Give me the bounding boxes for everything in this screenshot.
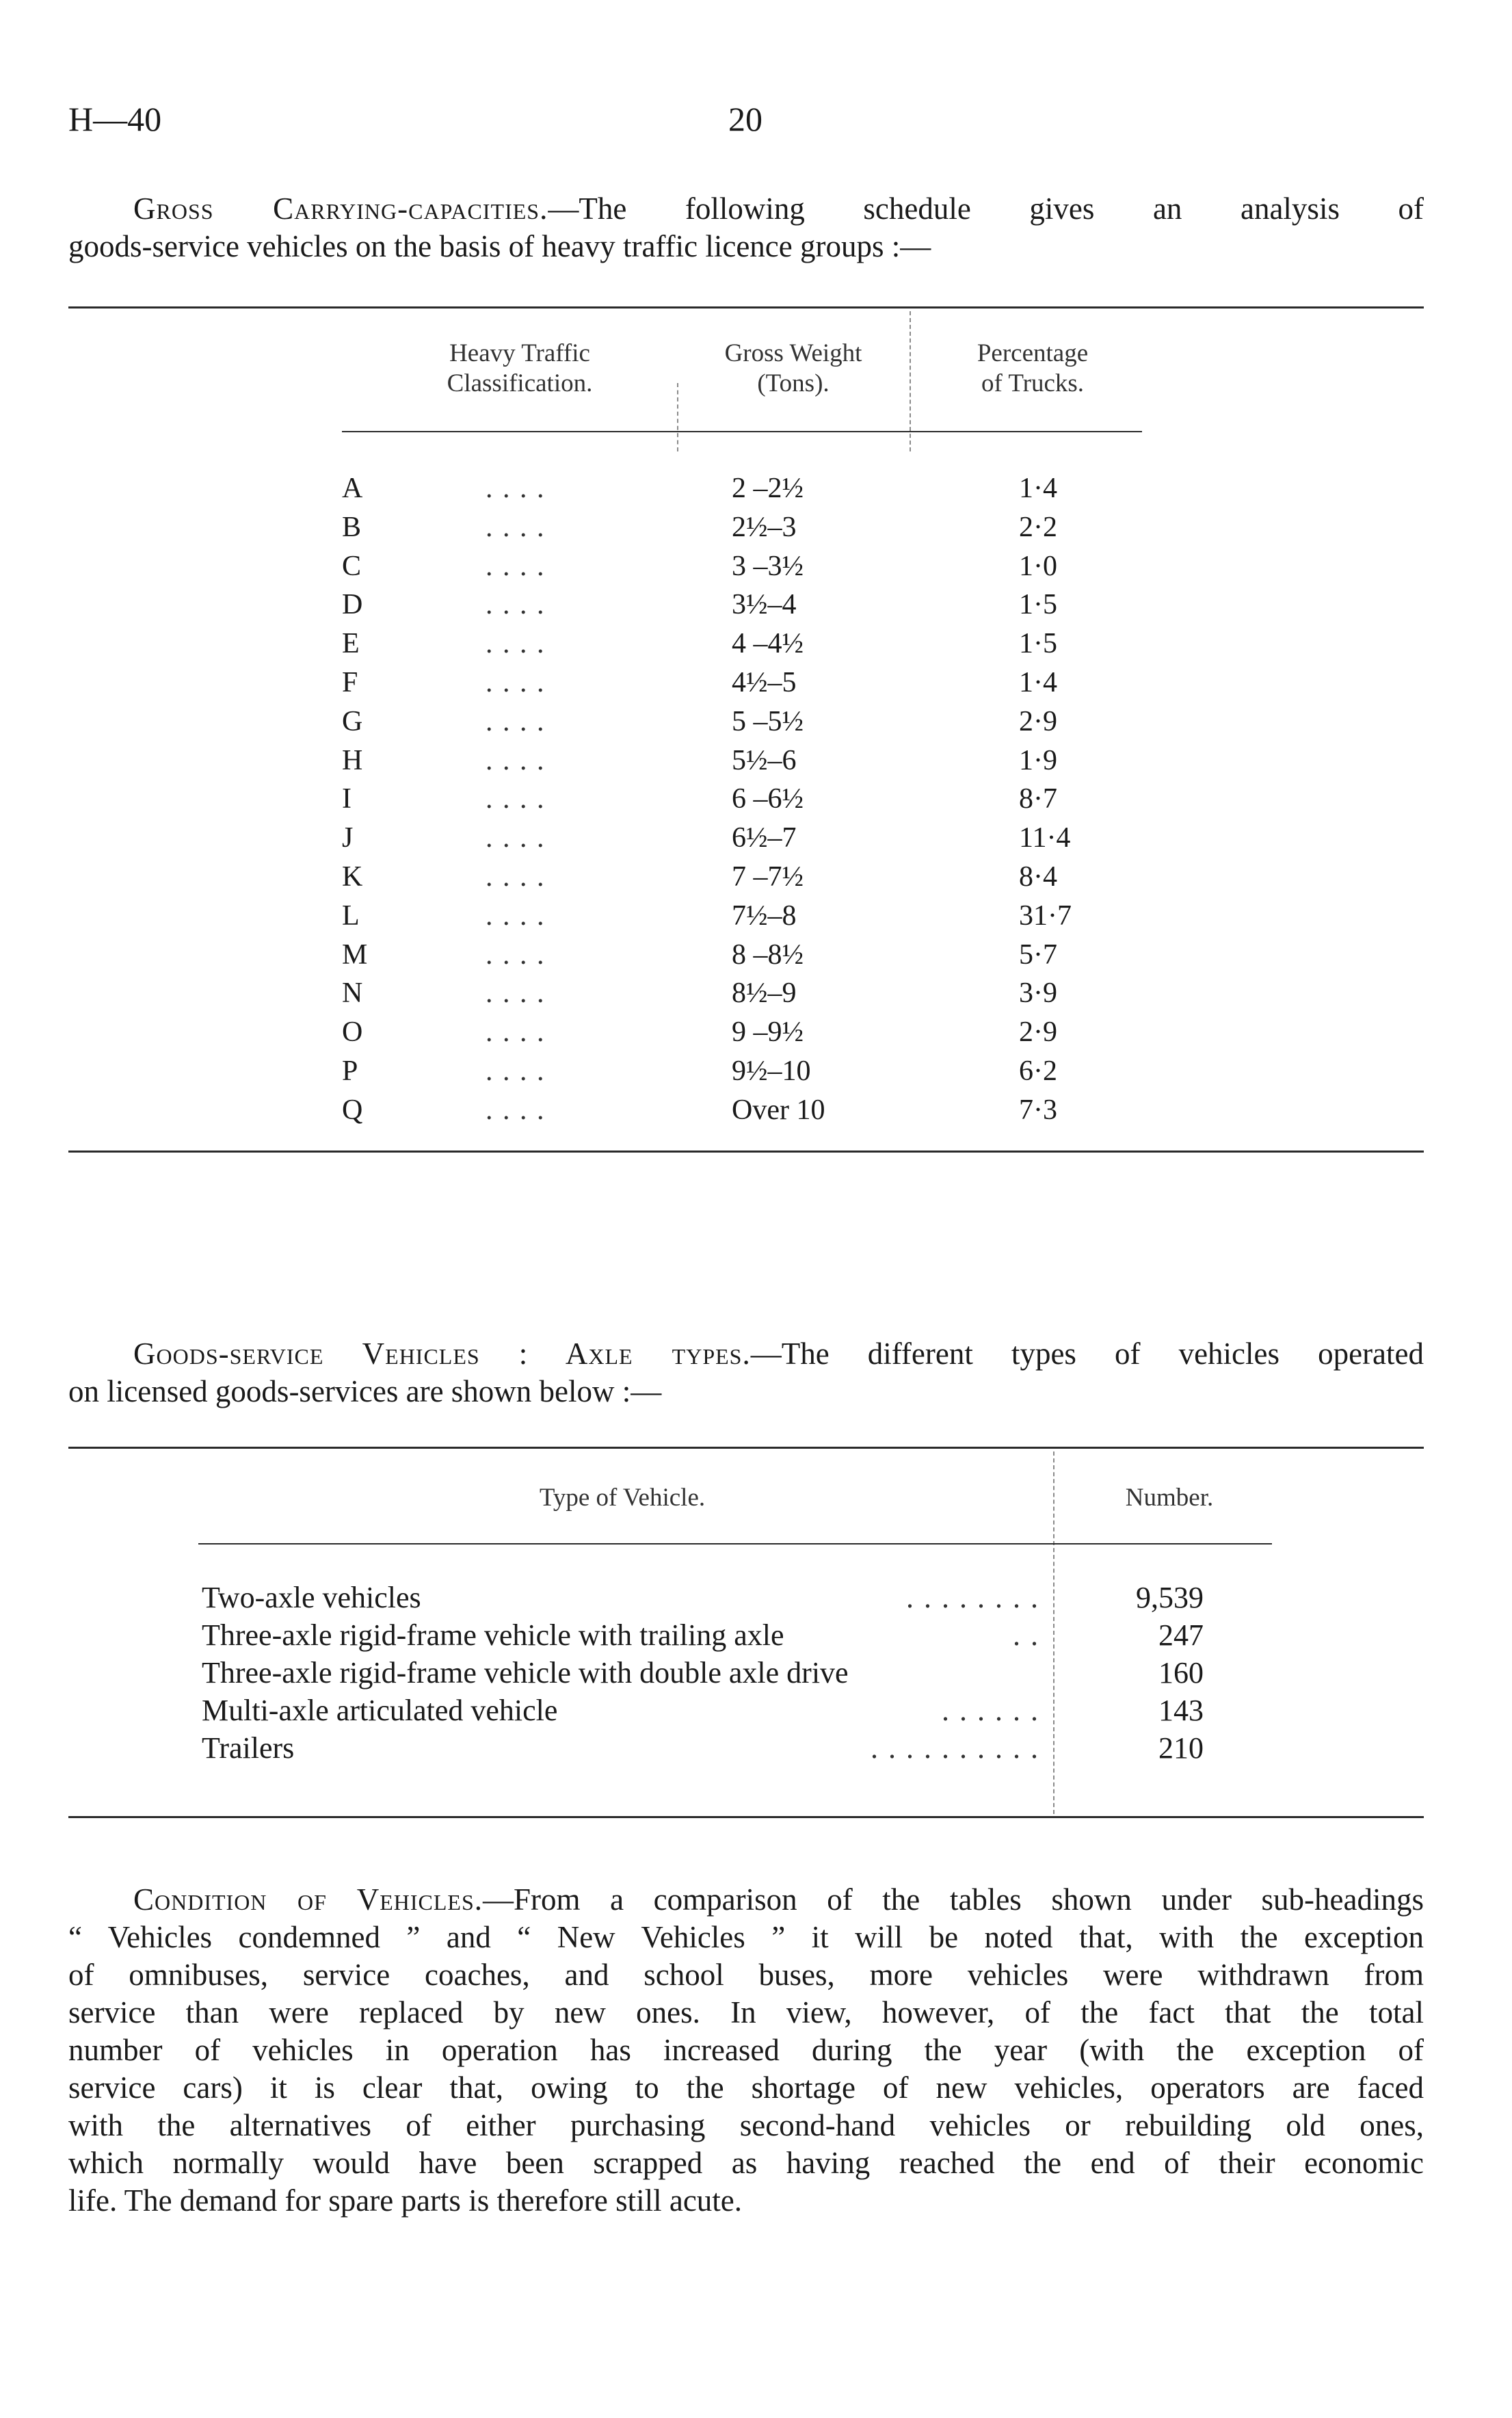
table-row [0, 977, 1512, 1015]
paragraph-line: Goods-service Vehicles : Axle types.—The different types of vehicles operated [68, 1335, 1424, 1373]
column-header-percentage: Percentage of Trucks. [977, 339, 1089, 397]
classification-cell: E [342, 628, 360, 660]
number-cell: 143 [1158, 1694, 1204, 1727]
leader-dots: . . . . [486, 899, 546, 932]
gross-weight-cell: 8½–9 [732, 977, 797, 1010]
classification-cell: K [342, 861, 363, 893]
classification-cell: L [342, 899, 360, 932]
gross-weight-cell: 3 –3½ [732, 550, 804, 582]
vehicle-type-cell: Three-axle rigid-frame vehicle with trailing axle [202, 1618, 784, 1652]
classification-cell: Q [342, 1094, 363, 1126]
page-number: 20 [728, 100, 762, 138]
classification-cell: B [342, 511, 362, 543]
table-row [0, 1055, 1512, 1093]
section-heading: Gross Carrying-capacities. [133, 192, 548, 226]
table-row [0, 1693, 1512, 1731]
vehicle-type-cell: Multi-axle articulated vehicle [202, 1694, 558, 1727]
percentage-cell: 1·9 [1019, 744, 1057, 776]
number-cell: 247 [1158, 1618, 1204, 1652]
percentage-cell: 5·7 [1019, 938, 1057, 971]
leader-dots: . . . . . . . . . . [871, 1731, 1039, 1765]
paragraph-line: Condition of Vehicles.—From a comparison of the tables shown under sub-headings [68, 1881, 1424, 1919]
paragraph-line: service cars) it is clear that, owing to the shortage of new vehicles, operators are faced [68, 2071, 1424, 2105]
paragraph-line: of omnibuses, service coaches, and school buses, more vehicles were withdrawn from [68, 1958, 1424, 1992]
classification-cell: O [342, 1016, 363, 1049]
table-row [0, 899, 1512, 938]
leader-dots: . . . . [486, 550, 546, 582]
gross-weight-cell: 8 –8½ [732, 938, 804, 971]
table-row [0, 511, 1512, 549]
gross-weight-cell: Over 10 [732, 1094, 825, 1126]
table-row [0, 588, 1512, 627]
paragraph-line: Gross Carrying-capacities.—The following schedule gives an analysis of [68, 190, 1424, 228]
vehicle-type-cell: Trailers [202, 1731, 295, 1765]
gross-weight-cell: 5 –5½ [732, 705, 804, 737]
column-header-classification: Heavy Traffic Classification. [447, 339, 593, 397]
leader-dots: . . . . [486, 1094, 546, 1126]
table-row [0, 783, 1512, 821]
gross-weight-cell: 7 –7½ [732, 861, 804, 893]
section-heading: Goods-service Vehicles : Axle types. [133, 1337, 751, 1371]
gross-weight-cell: 9½–10 [732, 1055, 811, 1087]
column-divider [677, 383, 678, 451]
table-row [0, 744, 1512, 783]
table-row [0, 1094, 1512, 1132]
number-cell: 210 [1158, 1731, 1204, 1765]
percentage-cell: 2·9 [1019, 705, 1057, 737]
leader-dots: . . . . [486, 628, 546, 660]
leader-dots: . . . . [486, 938, 546, 971]
section-condition-of-vehicles [68, 1881, 1424, 2220]
vehicle-type-cell: Three-axle rigid-frame vehicle with double axle drive [202, 1656, 849, 1690]
table-row [0, 550, 1512, 588]
gross-weight-cell: 6½–7 [732, 822, 797, 854]
table-row [0, 1016, 1512, 1054]
leader-dots: . . . . . . [942, 1694, 1039, 1727]
leader-dots: . . . . [486, 861, 546, 893]
classification-cell: H [342, 744, 363, 776]
leader-dots: . . [1013, 1618, 1039, 1652]
gross-weight-cell: 6 –6½ [732, 783, 804, 815]
table-row [0, 472, 1512, 510]
leader-dots: . . . . [486, 1016, 546, 1049]
percentage-cell: 8·4 [1019, 861, 1057, 893]
table-top-rule [68, 1447, 1424, 1449]
table-row [0, 1580, 1512, 1618]
classification-cell: C [342, 550, 362, 582]
column-header-gross-weight: Gross Weight (Tons). [724, 339, 862, 397]
classification-cell: I [342, 783, 352, 815]
leader-dots: . . . . [486, 473, 546, 504]
table-row [0, 627, 1512, 666]
page-code: H—40 [68, 100, 162, 138]
table-row [0, 1655, 1512, 1694]
classification-cell: A [342, 473, 363, 504]
classification-cell: J [342, 822, 354, 854]
section-heading: Condition of Vehicles. [133, 1882, 483, 1917]
table-row [0, 938, 1512, 977]
gross-weight-cell: 4½–5 [732, 667, 797, 698]
paragraph-line: which normally would have been scrapped as having reached the end of their economic [68, 2146, 1424, 2180]
section-gross-capacities [68, 190, 1424, 265]
leader-dots: . . . . [486, 1055, 546, 1087]
gross-weight-cell: 9 –9½ [732, 1016, 804, 1049]
gross-weight-cell: 2 –2½ [732, 473, 804, 504]
percentage-cell: 1·5 [1019, 589, 1057, 621]
table-row [0, 822, 1512, 860]
table-row [0, 1618, 1512, 1656]
leader-dots: . . . . [486, 783, 546, 815]
percentage-cell: 2·2 [1019, 511, 1057, 543]
leader-dots: . . . . [486, 977, 546, 1010]
leader-dots: . . . . [486, 705, 546, 737]
leader-dots: . . . . . . . . [906, 1581, 1039, 1614]
percentage-cell: 31·7 [1019, 899, 1072, 932]
paragraph-line: service than were replaced by new ones. In view, however, of the fact that the total [68, 1995, 1424, 2029]
table-row [0, 860, 1512, 899]
percentage-cell: 2·9 [1019, 1016, 1057, 1049]
leader-dots: . . . . [486, 822, 546, 854]
gross-weight-cell: 5½–6 [732, 744, 797, 776]
column-header-vehicle-type: Type of Vehicle. [539, 1484, 706, 1512]
paragraph-line: life. The demand for spare parts is therefore still acute. [68, 2183, 743, 2218]
classification-cell: M [342, 938, 368, 971]
paragraph-line: “ Vehicles condemned ” and “ New Vehicles ” it will be noted that, with the exception [68, 1920, 1424, 1954]
gross-weight-cell: 2½–3 [732, 511, 797, 543]
paragraph-line: with the alternatives of either purchasing second-hand vehicles or rebuilding old ones, [68, 2108, 1424, 2142]
table-bottom-rule [68, 1151, 1424, 1153]
percentage-cell: 1·0 [1019, 550, 1057, 582]
percentage-cell: 1·4 [1019, 473, 1057, 504]
paragraph-line: goods-service vehicles on the basis of heavy traffic licence groups :— [68, 229, 931, 263]
paragraph-line: on licensed goods-services are shown below :— [68, 1374, 662, 1408]
percentage-cell: 1·4 [1019, 667, 1057, 698]
table-top-rule [68, 306, 1424, 308]
classification-cell: G [342, 705, 363, 737]
gross-weight-cell: 7½–8 [732, 899, 797, 932]
gross-weight-cell: 4 –4½ [732, 628, 804, 660]
classification-cell: N [342, 977, 363, 1010]
leader-dots: . . . . [486, 744, 546, 776]
gross-weight-cell: 3½–4 [732, 589, 797, 621]
table-row [0, 1731, 1512, 1769]
column-header-number: Number. [1125, 1484, 1214, 1512]
leader-dots: . . . . [486, 511, 546, 543]
percentage-cell: 1·5 [1019, 628, 1057, 660]
section-axle-types [68, 1335, 1424, 1410]
number-cell: 160 [1158, 1656, 1204, 1690]
table-row [0, 705, 1512, 744]
table-header-rule [342, 431, 1142, 432]
percentage-cell: 6·2 [1019, 1055, 1057, 1087]
percentage-cell: 11·4 [1019, 822, 1071, 854]
classification-cell: P [342, 1055, 358, 1087]
percentage-cell: 3·9 [1019, 977, 1057, 1010]
percentage-cell: 8·7 [1019, 783, 1057, 815]
classification-cell: F [342, 667, 358, 698]
classification-cell: D [342, 589, 363, 621]
leader-dots: . . . . [486, 667, 546, 698]
number-cell: 9,539 [1136, 1581, 1204, 1614]
leader-dots: . . . . [486, 589, 546, 621]
percentage-cell: 7·3 [1019, 1094, 1057, 1126]
table-bottom-rule [68, 1816, 1424, 1818]
paragraph-line: number of vehicles in operation has increased during the year (with the exception of [68, 2033, 1424, 2067]
table-header-rule [198, 1543, 1272, 1545]
vehicle-type-cell: Two-axle vehicles [202, 1581, 421, 1614]
table-row [0, 666, 1512, 705]
